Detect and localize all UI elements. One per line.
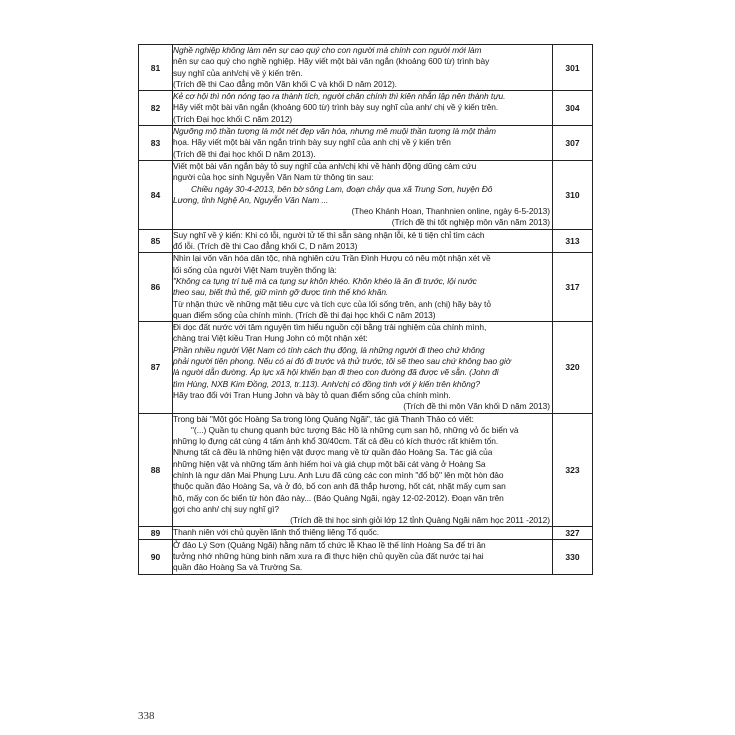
question-text <box>173 413 553 527</box>
question-text <box>173 126 553 161</box>
text-line: Ở đảo Lý Sơn (Quảng Ngãi) hằng năm tổ chức lễ Khao lề thế lính Hoàng Sa để tri ân <box>173 539 486 550</box>
text-line: lối sống của người Việt Nam truyền thống là: <box>173 264 337 275</box>
question-number: 83 <box>139 126 173 161</box>
question-text <box>173 45 553 91</box>
table-row <box>139 322 593 413</box>
table-row <box>139 229 593 253</box>
text-line: Chiều ngày 30-4-2013, bên bờ sông Lam, đoạn chảy qua xã Trung Sơn, huyện Đô <box>191 183 493 194</box>
question-text <box>173 527 553 539</box>
page-reference: 330 <box>553 539 593 574</box>
text-line: chàng trai Việt kiều Tran Hung John có một nhận xét: <box>173 333 368 344</box>
table-row <box>139 527 593 539</box>
text-line: (Trích đề thi Cao đẳng môn Văn khối C và khối D năm 2012). <box>173 78 397 89</box>
text-line: Nhìn lại vốn văn hóa dân tộc, nhà nghiên cứu Trần Đình Hượu có nêu một nhận xét về <box>173 253 491 264</box>
text-line: Thanh niên với chủ quyền lãnh thổ thiêng liêng Tổ quốc. <box>173 527 380 538</box>
text-line: là người dẫn đường. Áp lực xã hội khiến bạn đi theo con đường đã được vẽ sẵn. (John đi <box>173 367 499 378</box>
text-line: thuộc quần đảo Hoàng Sa, và ở đó, bố con anh đã thắp hương, hốt cát, nhặt mấy cụm san <box>173 481 506 492</box>
question-number: 89 <box>139 527 173 539</box>
text-line: (Trích Đại học khối C năm 2012) <box>173 113 293 124</box>
table-row <box>139 413 593 527</box>
contents-table <box>138 44 593 575</box>
text-line: (Trích đề thi đại học khối D năm 2013). <box>173 148 316 159</box>
question-text <box>173 229 553 253</box>
text-line: tìm Hùng, NXB Kim Đồng, 2013, tr.113). Anh/chị có đồng tình với ý kiến trên không? <box>173 378 480 389</box>
text-line: tưởng nhớ những hùng binh năm xưa ra đi thực hiện chủ quyền của đất nước tại hai <box>173 551 484 562</box>
text-line: (Trích đề thi môn Văn khối D năm 2013) <box>403 401 550 412</box>
question-number: 90 <box>139 539 173 574</box>
text-line: phải người tiên phong. Nếu có ai đó đi trước và thử trước, tôi sẽ theo sau chứ không bao giờ <box>173 356 511 367</box>
text-line: đổ lỗi. (Trích đề thi Cao đẳng khối C, D năm 2013) <box>173 241 358 252</box>
text-line: Nhưng tất cả đều là những hiện vật được mang về từ quần đảo Hoàng Sa. Tác giả của <box>173 447 493 458</box>
page-reference: 317 <box>553 253 593 322</box>
question-text <box>173 539 553 574</box>
question-number: 88 <box>139 413 173 527</box>
text-line: (Trích đề thi học sinh giỏi lớp 12 tỉnh Quảng Ngãi năm học 2011 -2012) <box>290 515 550 526</box>
page-reference: 320 <box>553 322 593 413</box>
question-number: 85 <box>139 229 173 253</box>
text-line: hô, mấy con ốc biển từ hòn đảo này... (Báo Quảng Ngãi, ngày 12-02-2012). Đoạn văn trên <box>173 492 504 503</box>
text-line: (Theo Khánh Hoan, Thanhnien online, ngày 6-5-2013) <box>351 206 550 217</box>
table-row <box>139 160 593 229</box>
text-line: họa. Hãy viết một bài văn ngắn trình bày suy nghĩ của anh chị về ý kiến trên <box>173 137 451 148</box>
page-reference: 327 <box>553 527 593 539</box>
table-row <box>139 126 593 161</box>
text-line: suy nghĩ của anh/chị về ý kiến trên. <box>173 67 303 78</box>
page-reference: 304 <box>553 91 593 126</box>
table-row <box>139 45 593 91</box>
text-line: Ngưỡng mộ thần tượng là một nét đẹp văn hóa, nhưng mê muội thần tượng là một thảm <box>173 126 496 137</box>
question-number: 86 <box>139 253 173 322</box>
text-line: Suy nghĩ về ý kiến: Khi có lỗi, người tử tế thì sẵn sàng nhận lỗi, kẻ ti tiện chỉ tìm cách <box>173 229 485 240</box>
text-line: Nghề nghiệp không làm nên sự cao quý cho con người mà chính con người mới làm <box>173 45 482 55</box>
text-line: chính là ngư dân Mai Phụng Lưu. Anh Lưu đã cùng các con mình "đổ bộ" lên một hòn đảo <box>173 469 504 480</box>
question-number: 81 <box>139 45 173 91</box>
question-text <box>173 160 553 229</box>
text-line: Viết một bài văn ngắn bày tỏ suy nghĩ của anh/chị khi về hành động dũng cảm cứu <box>173 160 477 171</box>
text-line: Trong bài "Một góc Hoàng Sa trong lòng Quảng Ngãi", tác giả Thanh Thảo có viết: <box>173 413 474 424</box>
text-line: Lương, tỉnh Nghệ An, Nguyễn Văn Nam ... <box>173 194 329 205</box>
page-reference: 301 <box>553 45 593 91</box>
table-row <box>139 253 593 322</box>
text-line: "Không ca tụng trí tuệ mà ca tụng sự khôn khéo. Khôn khéo là ăn đi trước, lội nước <box>173 275 477 286</box>
question-number: 82 <box>139 91 173 126</box>
text-line: theo sau, biết thủ thế, giữ mình gỡ được tình thế khó khăn. <box>173 287 389 298</box>
text-line: Hãy viết một bài văn ngắn (khoảng 600 từ) trình bày suy nghĩ của anh/ chị về ý kiến trên. <box>173 102 499 113</box>
text-line: gợi cho anh/ chị suy nghĩ gì? <box>173 503 280 514</box>
text-line: người của học sinh Nguyễn Văn Nam từ thông tin sau: <box>173 172 374 183</box>
text-line: Từ nhận thức về những mặt tiêu cực và tích cực của lối sống trên, anh (chị) hãy bày tỏ <box>173 298 491 309</box>
table-row <box>139 539 593 574</box>
text-line: những hiện vật và những tấm ảnh hiếm hoi và giá chụp một bãi cát vàng ở Hoàng Sa <box>173 458 486 469</box>
text-line: quần đảo Hoàng Sa và Trường Sa. <box>173 562 303 573</box>
page-reference: 323 <box>553 413 593 527</box>
text-line: Kẻ cơ hội thì nôn nóng tạo ra thành tích, người chân chính thì kiên nhẫn lập nên thành tựu. <box>173 91 506 102</box>
text-line: những lọ đựng cát cùng 4 tấm ảnh khổ 30/40cm. Tất cả đều có kích thước rất khiêm tốn. <box>173 436 499 447</box>
text-line: Phần nhiều người Việt Nam có tính cách thụ động, là những người đi theo chứ không <box>173 344 485 355</box>
page-reference: 307 <box>553 126 593 161</box>
text-line: "(...) Quần tụ chung quanh bức tượng Bác Hồ là những cụm san hô, những vỏ ốc biển và <box>191 424 519 435</box>
page-number: 338 <box>138 710 155 722</box>
text-line: nên sự cao quý cho nghề nghiệp. Hãy viết một bài văn ngắn (khoảng 600 từ) trình bày <box>173 56 490 67</box>
question-text <box>173 322 553 413</box>
table-row <box>139 91 593 126</box>
contents-table-body <box>139 45 593 575</box>
text-line: (Trích đề thi tốt nghiệp môn văn năm 2013) <box>391 217 550 228</box>
page-reference: 310 <box>553 160 593 229</box>
question-text <box>173 253 553 322</box>
text-line: quan điểm sống của chính mình. (Trích đề thi đại học khối C năm 2013) <box>173 309 436 320</box>
page-reference: 313 <box>553 229 593 253</box>
question-number: 87 <box>139 322 173 413</box>
question-text <box>173 91 553 126</box>
question-number: 84 <box>139 160 173 229</box>
text-line: Hãy trao đổi với Tran Hung John và bày tỏ quan điểm sống của chính mình. <box>173 389 451 400</box>
text-line: Đi dọc đất nước với tâm nguyện tìm hiểu nguồn cội bằng trải nghiệm của chính mình, <box>173 322 487 333</box>
